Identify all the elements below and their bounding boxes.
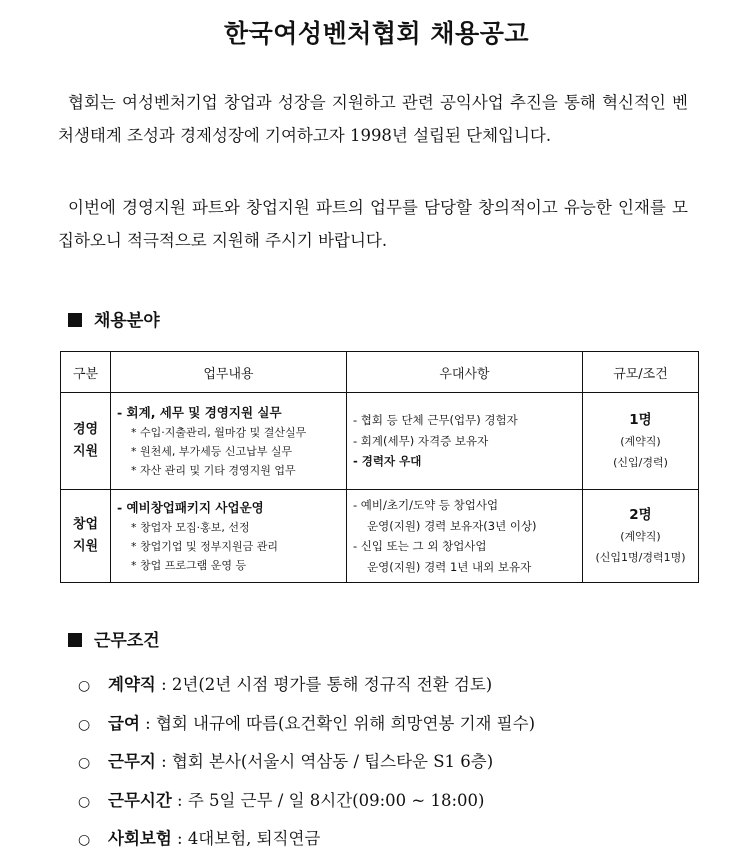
square-bullet-icon bbox=[68, 313, 82, 327]
table-row bbox=[61, 490, 699, 583]
contract-type: (계약직) bbox=[620, 435, 661, 448]
scale-cell bbox=[583, 393, 699, 490]
circle-bullet-icon: ○ bbox=[78, 755, 91, 771]
condition-key: 근무지 bbox=[108, 752, 156, 771]
section-heading-text: 채용분야 bbox=[94, 311, 160, 331]
condition-value: : 2년(2년 시점 평가를 통해 정규직 전환 검토) bbox=[155, 675, 493, 694]
duty-item: * 창업기업 및 정부지원금 관리 bbox=[131, 539, 278, 553]
duty-item: * 창업자 모집·홍보, 선정 bbox=[131, 520, 250, 534]
list-item bbox=[78, 670, 535, 709]
condition-key: 계약직 bbox=[108, 675, 156, 694]
recruitment-table bbox=[60, 351, 699, 583]
header-category: 구분 bbox=[61, 352, 111, 393]
duties-cell bbox=[111, 490, 347, 583]
square-bullet-icon bbox=[68, 633, 82, 647]
career-type: (신입1명/경력1명) bbox=[595, 551, 686, 564]
circle-bullet-icon: ○ bbox=[78, 678, 91, 694]
duty-head: - 예비창업패키지 사업운영 bbox=[117, 499, 264, 515]
duty-head: - 회계, 세무 및 경영지원 실무 bbox=[117, 404, 282, 420]
duties-cell bbox=[111, 393, 347, 490]
intro-text-1: 협회는 여성벤처기업 창업과 성장을 지원하고 관련 공익사업 추진을 통해 혁신적인 벤처생태계 조성과 경제성장에 기여하고자 1998년 설립된 단체입니다. bbox=[58, 93, 688, 145]
duty-item: * 수입·지출관리, 월마감 및 결산실무 bbox=[131, 425, 307, 439]
duty-item: * 자산 관리 및 기타 경영지원 업무 bbox=[131, 463, 296, 477]
header-duties: 업무내용 bbox=[111, 352, 347, 393]
circle-bullet-icon: ○ bbox=[78, 832, 91, 848]
condition-key: 근무시간 bbox=[108, 790, 172, 810]
condition-key: 급여 bbox=[108, 713, 140, 733]
list-item bbox=[78, 747, 535, 786]
career-type: (신입/경력) bbox=[613, 456, 668, 469]
section-heading-text: 근무조건 bbox=[94, 631, 160, 651]
duty-item: * 창업 프로그램 운영 등 bbox=[131, 558, 247, 572]
pref-item: - 협회 등 단체 근무(업무) 경험자 bbox=[353, 413, 518, 428]
headcount: 2명 bbox=[629, 507, 652, 523]
category-cell: 창업 지원 bbox=[61, 490, 111, 583]
table-header-row bbox=[61, 352, 699, 393]
circle-bullet-icon: ○ bbox=[78, 716, 91, 733]
pref-item: - 예비/초기/도약 등 창업사업 bbox=[353, 498, 499, 512]
table-row bbox=[61, 393, 699, 490]
condition-value: : 4대보험, 퇴직연금 bbox=[171, 829, 321, 848]
header-preferences: 우대사항 bbox=[347, 352, 583, 393]
condition-value: : 협회 내규에 따름(요건확인 위해 희망연봉 기재 필수) bbox=[139, 713, 536, 733]
preferences-cell bbox=[347, 490, 583, 583]
conditions-list bbox=[78, 670, 535, 863]
pref-item: - 신입 또는 그 외 창업사업 bbox=[353, 539, 487, 553]
intro-paragraph-2 bbox=[58, 191, 688, 257]
pref-item: 운영(지원) 경력 1년 내외 보유자 bbox=[367, 559, 532, 574]
condition-key: 사회보험 bbox=[108, 829, 172, 848]
list-item bbox=[78, 709, 535, 748]
intro-paragraph-1 bbox=[58, 86, 688, 152]
pref-item: 운영(지원) 경력 보유자(3년 이상) bbox=[367, 518, 537, 533]
duty-item: * 원천세, 부가세등 신고납부 실무 bbox=[131, 444, 293, 458]
circle-bullet-icon: ○ bbox=[78, 793, 91, 810]
headcount: 1명 bbox=[629, 412, 652, 428]
intro-text-2: 이번에 경영지원 파트와 창업지원 파트의 업무를 담당할 창의적이고 유능한 인재를 모집하오니 적극적으로 지원해 주시기 바랍니다. bbox=[58, 198, 688, 250]
category-cell: 경영 지원 bbox=[61, 393, 111, 490]
list-item bbox=[78, 786, 535, 825]
list-item bbox=[78, 824, 535, 863]
scale-cell bbox=[583, 490, 699, 583]
section-heading-conditions bbox=[68, 626, 160, 651]
preferences-cell bbox=[347, 393, 583, 490]
pref-item: - 회계(세무) 자격증 보유자 bbox=[353, 433, 489, 448]
condition-value: : 주 5일 근무 / 일 8시간(09:00 ~ 18:00) bbox=[171, 790, 485, 810]
condition-value: : 협회 본사(서울시 역삼동 / 팁스타운 S1 6층) bbox=[155, 752, 494, 771]
pref-item: - 경력자 우대 bbox=[353, 454, 422, 469]
section-heading-recruitment bbox=[68, 306, 160, 331]
page-title: 한국여성벤처협회 채용공고 bbox=[223, 19, 529, 48]
header-scale: 규모/조건 bbox=[583, 352, 699, 393]
contract-type: (계약직) bbox=[620, 530, 661, 543]
